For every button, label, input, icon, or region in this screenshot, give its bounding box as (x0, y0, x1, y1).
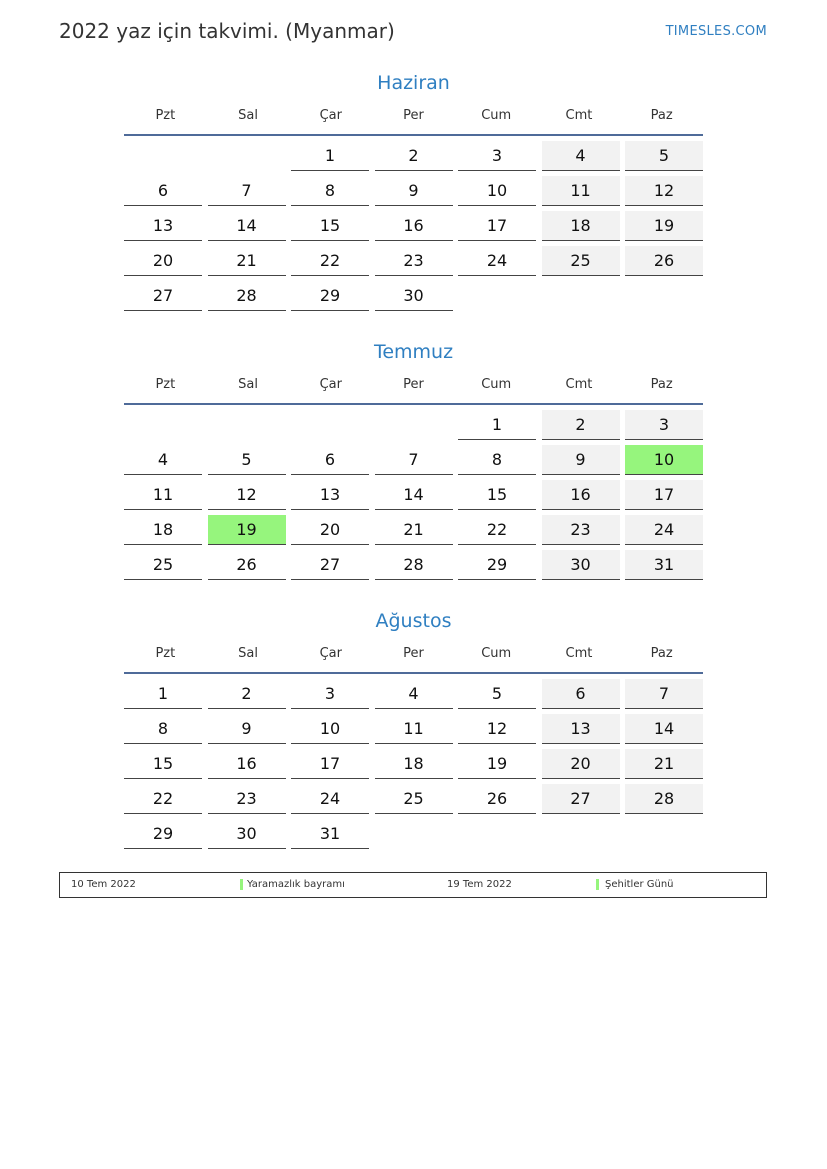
day-cell: 6 (291, 445, 369, 475)
day-grid (124, 141, 703, 311)
empty-cell (375, 410, 453, 439)
day-cell: 9 (375, 176, 453, 206)
day-cell: 8 (458, 445, 536, 475)
day-cell: 26 (458, 784, 536, 814)
day-cell: 12 (208, 480, 286, 510)
weekday-label: Cmt (565, 108, 593, 123)
weekday-label: Sal (238, 646, 258, 661)
day-cell: 28 (208, 281, 286, 311)
day-cell: 13 (124, 211, 202, 241)
legend-date-2: 19 Tem 2022 (447, 879, 512, 890)
weekend-day-cell: 3 (625, 410, 703, 440)
weekend-day-cell: 16 (542, 480, 620, 510)
day-cell: 15 (124, 749, 202, 779)
weekday-label: Per (403, 646, 424, 661)
day-cell: 31 (291, 819, 369, 849)
weekend-day-cell: 24 (625, 515, 703, 545)
day-cell: 14 (375, 480, 453, 510)
day-cell: 30 (208, 819, 286, 849)
day-cell: 13 (291, 480, 369, 510)
day-cell: 7 (375, 445, 453, 475)
weekday-header (124, 107, 703, 136)
day-cell: 16 (375, 211, 453, 241)
holiday-color-swatch (596, 879, 599, 890)
day-cell: 29 (458, 550, 536, 580)
day-cell: 4 (375, 679, 453, 709)
day-cell: 8 (124, 714, 202, 744)
weekend-day-cell: 27 (542, 784, 620, 814)
month-name: Temmuz (373, 341, 454, 363)
day-cell: 18 (124, 515, 202, 545)
day-cell: 3 (291, 679, 369, 709)
holiday-color-swatch (240, 879, 243, 890)
month-august (124, 608, 703, 849)
weekend-day-cell: 26 (625, 246, 703, 276)
day-cell: 18 (375, 749, 453, 779)
weekday-label: Per (403, 377, 424, 392)
day-cell: 14 (208, 211, 286, 241)
day-cell: 27 (291, 550, 369, 580)
empty-cell (208, 410, 286, 439)
legend-date-1: 10 Tem 2022 (71, 879, 136, 890)
day-cell: 29 (291, 281, 369, 311)
weekend-day-cell: 31 (625, 550, 703, 580)
weekday-label: Cmt (565, 646, 593, 661)
day-cell: 1 (291, 141, 369, 171)
empty-cell (124, 410, 202, 439)
weekend-day-cell: 21 (625, 749, 703, 779)
weekend-day-cell: 30 (542, 550, 620, 580)
day-cell: 30 (375, 281, 453, 311)
weekday-label: Paz (650, 377, 673, 392)
weekday-header (124, 376, 703, 405)
weekday-header (124, 645, 703, 674)
weekend-day-cell: 19 (625, 211, 703, 241)
day-cell: 12 (458, 714, 536, 744)
weekend-day-cell: 4 (542, 141, 620, 171)
weekday-label: Cum (481, 646, 512, 661)
day-cell: 29 (124, 819, 202, 849)
holiday-day-cell: 10 (625, 445, 703, 475)
day-cell: 20 (124, 246, 202, 276)
day-cell: 20 (291, 515, 369, 545)
day-cell: 8 (291, 176, 369, 206)
weekday-label: Paz (650, 108, 673, 123)
day-cell: 15 (458, 480, 536, 510)
day-cell: 9 (208, 714, 286, 744)
month-july (124, 339, 703, 580)
day-cell: 5 (208, 445, 286, 475)
month-name: Ağustos (375, 610, 452, 632)
weekday-label: Çar (319, 108, 342, 123)
weekday-label: Paz (650, 646, 673, 661)
day-cell: 24 (458, 246, 536, 276)
day-cell: 11 (375, 714, 453, 744)
weekday-label: Sal (238, 108, 258, 123)
weekday-label: Cum (481, 108, 512, 123)
day-cell: 1 (124, 679, 202, 709)
empty-cell (208, 141, 286, 170)
weekend-day-cell: 11 (542, 176, 620, 206)
day-cell: 22 (458, 515, 536, 545)
weekend-day-cell: 12 (625, 176, 703, 206)
day-cell: 11 (124, 480, 202, 510)
weekday-label: Çar (319, 377, 342, 392)
weekday-label: Pzt (155, 377, 176, 392)
day-cell: 28 (375, 550, 453, 580)
page-title: 2022 yaz için takvimi. (Myanmar) (59, 19, 395, 43)
day-cell: 23 (208, 784, 286, 814)
weekend-day-cell: 7 (625, 679, 703, 709)
weekend-day-cell: 9 (542, 445, 620, 475)
day-cell: 17 (291, 749, 369, 779)
day-cell: 22 (291, 246, 369, 276)
legend-holiday-2: Şehitler Günü (605, 879, 674, 890)
brand-link[interactable]: TIMESLES.COM (665, 24, 767, 39)
day-cell: 24 (291, 784, 369, 814)
holiday-day-cell: 19 (208, 515, 286, 545)
day-cell: 7 (208, 176, 286, 206)
day-cell: 3 (458, 141, 536, 171)
day-cell: 1 (458, 410, 536, 440)
weekend-day-cell: 23 (542, 515, 620, 545)
day-cell: 21 (208, 246, 286, 276)
weekday-label: Cmt (565, 377, 593, 392)
weekend-day-cell: 2 (542, 410, 620, 440)
day-grid (124, 410, 703, 580)
month-june (124, 70, 703, 311)
weekend-day-cell: 6 (542, 679, 620, 709)
day-cell: 16 (208, 749, 286, 779)
day-cell: 15 (291, 211, 369, 241)
weekend-day-cell: 17 (625, 480, 703, 510)
day-cell: 27 (124, 281, 202, 311)
day-grid (124, 679, 703, 849)
weekday-label: Per (403, 108, 424, 123)
weekday-label: Sal (238, 377, 258, 392)
weekend-day-cell: 18 (542, 211, 620, 241)
day-cell: 10 (458, 176, 536, 206)
day-cell: 6 (124, 176, 202, 206)
weekend-day-cell: 20 (542, 749, 620, 779)
day-cell: 25 (375, 784, 453, 814)
day-cell: 4 (124, 445, 202, 475)
weekday-label: Çar (319, 646, 342, 661)
weekend-day-cell: 25 (542, 246, 620, 276)
weekend-day-cell: 14 (625, 714, 703, 744)
weekend-day-cell: 28 (625, 784, 703, 814)
day-cell: 25 (124, 550, 202, 580)
day-cell: 2 (375, 141, 453, 171)
day-cell: 2 (208, 679, 286, 709)
day-cell: 23 (375, 246, 453, 276)
legend-holiday-1: Yaramazlık bayramı (247, 879, 345, 890)
day-cell: 22 (124, 784, 202, 814)
day-cell: 19 (458, 749, 536, 779)
day-cell: 5 (458, 679, 536, 709)
day-cell: 17 (458, 211, 536, 241)
day-cell: 10 (291, 714, 369, 744)
empty-cell (291, 410, 369, 439)
day-cell: 26 (208, 550, 286, 580)
weekday-label: Cum (481, 377, 512, 392)
weekday-label: Pzt (155, 646, 176, 661)
holiday-legend (59, 872, 767, 898)
weekday-label: Pzt (155, 108, 176, 123)
weekend-day-cell: 13 (542, 714, 620, 744)
month-name: Haziran (377, 72, 450, 94)
empty-cell (124, 141, 202, 170)
day-cell: 21 (375, 515, 453, 545)
weekend-day-cell: 5 (625, 141, 703, 171)
